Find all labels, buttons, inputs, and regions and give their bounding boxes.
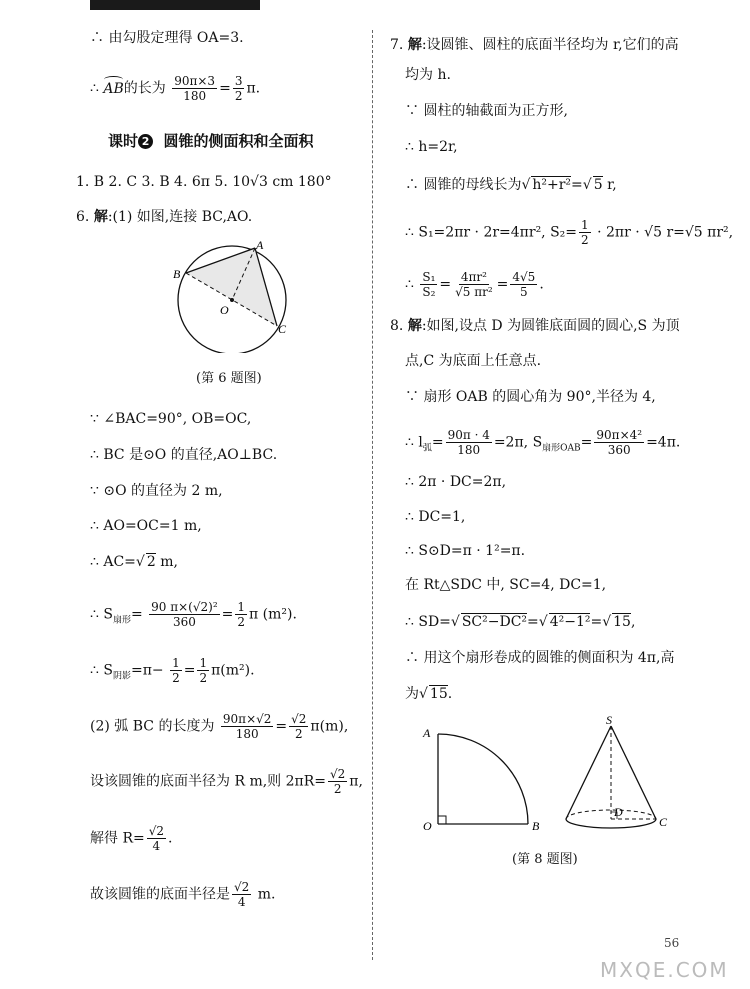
line-s7: ∴ $S_{阴影}=\pi-$ $\frac{1}{2}$ = $\frac{1}{2}$ π(m²).: [90, 656, 255, 685]
column-divider: [372, 30, 373, 960]
line-t3: ∴ 2π · DC=2π,: [405, 474, 507, 490]
figure-6-caption: (第 6 题图): [196, 371, 262, 386]
lesson-number-badge: 2: [138, 134, 153, 149]
fraction: $\frac{1}{2}$: [581, 218, 589, 247]
top-header-bar: [90, 0, 260, 10]
arc-ab: AB: [103, 80, 124, 97]
fraction: $\frac{1}{2}$: [199, 656, 208, 685]
line-t9: 为√ 15.: [405, 686, 453, 702]
fraction: $\frac{√2}{2}$: [291, 712, 307, 741]
line-s4: ∴ AO=OC=1 m,: [90, 518, 202, 534]
answer-key: 1. B 2. C 3. B 4. 6π 5. 10√3 cm 180°: [76, 174, 332, 190]
fraction: $\frac{\text{90 π×(√2)²}}{360}$: [151, 600, 218, 629]
line-r5: ∴ $\frac{\text{S₁}}{\text{S₂}}$ = $\frac{\text{4πr²}}{\text{√5 πr²}}$ = $\frac{4√5}{5}$ .: [405, 270, 544, 299]
label-s: S: [606, 713, 612, 727]
line-t6: 在 Rt△SDC 中, SC=4, DC=1,: [405, 577, 607, 593]
fraction: $\frac{√2}{2}$: [330, 767, 346, 796]
label-b: B: [532, 819, 540, 833]
watermark: MXQE.COM: [600, 958, 729, 982]
label-c: C: [278, 322, 287, 336]
line-t4: ∴ DC=1,: [405, 509, 466, 525]
fraction: $\frac{90\pi\times 3}{180}$: [174, 74, 216, 103]
fraction: $\frac{3}{2}$: [234, 74, 243, 103]
label-b: B: [173, 267, 181, 281]
page-number: 56: [664, 936, 680, 950]
line-s8: (2) 弧 BC 的长度为 $\frac{90\pi\times√2}{180}$ = $\frac{√2}{2}$ π(m),: [90, 712, 349, 741]
line-r1: ∵ 圆柱的轴截面为正方形,: [405, 103, 568, 119]
fraction: $\frac{\text{S₁}}{\text{S₂}}$: [422, 270, 436, 299]
label-a: A: [423, 726, 431, 740]
fraction: $\frac{√2}{4}$: [148, 824, 165, 853]
fraction: $\frac{90\pi\times√2}{180}$: [222, 712, 272, 741]
line-s9: 设该圆锥的底面半径为 R m,则 2πR= $\frac{√2}{2}$ π,: [90, 767, 363, 796]
figure-8-sector-and-cone: [418, 712, 678, 837]
line-s3: ∵ ⊙O 的直径为 2 m,: [90, 483, 223, 499]
fraction: $\frac{1}{2}$: [237, 600, 246, 629]
q7-intro: 7. 解:设圆锥、圆柱的底面半径均为 r,它们的高: [390, 37, 679, 53]
lesson-heading: 课时 2 圆锥的侧面积和全面积: [108, 132, 314, 150]
line-r4: ∴ S₁=2πr · 2r=4πr², S₂= $\frac{1}{2}$ · 2πr · √5 r=√5 πr²,: [405, 218, 734, 247]
label-d: D: [614, 805, 623, 819]
fraction: $\frac{1}{2}$: [172, 656, 180, 685]
line-s11: 故该圆锥的底面半径是 $\frac{√2}{4}$ m.: [90, 880, 276, 909]
line-s5: ∴ AC=√ 2 m,: [90, 554, 178, 570]
label-o: O: [220, 303, 229, 317]
q6-intro: 6. 解:(1) 如图,连接 BC,AO.: [76, 209, 253, 225]
line-t1: ∵ 扇形 OAB 的圆心角为 90°,半径为 4,: [405, 389, 656, 405]
fraction: $\frac{\text{4πr²}}{\text{√5 πr²}}$: [455, 270, 493, 299]
line-r3: ∴ 圆锥的母线长为√ h²+r²=√ 5 r,: [405, 177, 617, 193]
line-r2: ∴ h=2r,: [405, 139, 458, 155]
fraction: $\frac{\text{90π×4²}}{360}$: [596, 428, 643, 457]
line-t8: ∴ 用这个扇形卷成的圆锥的侧面积为 4π,高: [405, 650, 675, 666]
line-pythagoras: ∴ 由勾股定理得 OA=3.: [90, 30, 244, 46]
line-s10: 解得 R= $\frac{√2}{4}$ .: [90, 824, 173, 853]
fraction: $\frac{√2}{4}$: [234, 880, 250, 909]
line-arc-length: ∴ AB的长为 $\frac{90\pi\times 3}{180}$ = $\frac{3}{2}$ π.: [90, 74, 261, 103]
line-s1: ∵ ∠BAC=90°, OB=OC,: [90, 411, 252, 427]
line-t7: ∴ SD=√ SC²−DC²=√ 4²−1²=√ 15,: [405, 614, 636, 630]
fraction: $\frac{4√5}{5}$: [512, 270, 536, 299]
line-t2: ∴ $l_弧=$ $\frac{90\pi \cdot 4}{180}$ =2π, $S_{扇形OAB}=$ $\frac{\text{90π×4²}}{360}$ =4π.: [405, 428, 681, 457]
q8-intro: 8. 解:如图,设点 D 为圆锥底面圆的圆心,S 为顶: [390, 318, 680, 334]
q7-intro-cont: 均为 h.: [405, 67, 451, 83]
line-s6: ∴ $S_{扇形}=$ $\frac{\text{90 π×(√2)²}}{360}$ = $\frac{1}{2}$ π (m²).: [90, 600, 297, 629]
label-c: C: [659, 815, 668, 829]
figure-6-circle-diagram: [170, 238, 300, 353]
q8-intro-cont: 点,C 为底面上任意点.: [405, 353, 542, 369]
line-t5: ∴ S⊙D=π · 1²=π.: [405, 543, 526, 559]
figure-8-caption: (第 8 题图): [512, 852, 578, 867]
label-a: A: [256, 238, 264, 252]
fraction: $\frac{90\pi \cdot 4}{180}$: [447, 428, 490, 457]
line-s2: ∴ BC 是⊙O 的直径,AO⊥BC.: [90, 447, 278, 463]
label-o: O: [423, 819, 432, 833]
